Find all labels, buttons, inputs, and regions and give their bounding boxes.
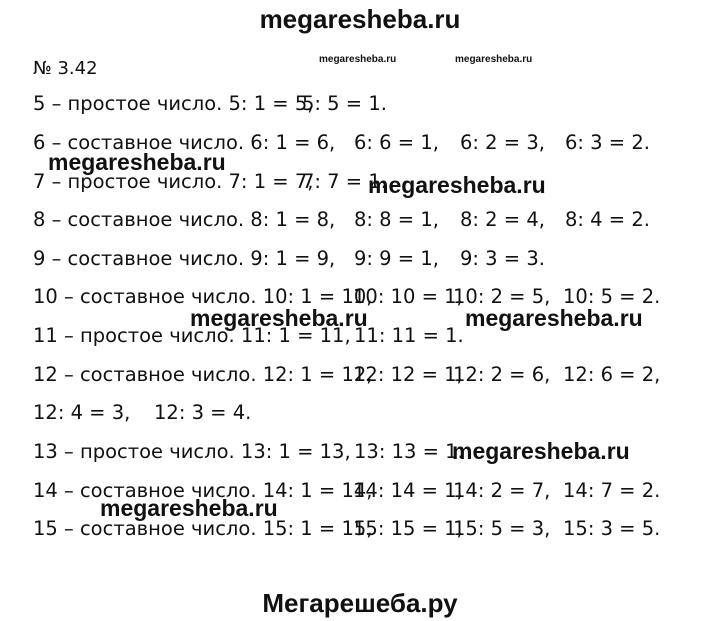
division: 8: 8 = 1, xyxy=(354,208,439,231)
statement: 13 – простое число. 13: 1 = 13, xyxy=(33,440,351,463)
statement: 15 – составное число. 15: 1 = 15, xyxy=(33,517,373,540)
division: 12: 3 = 4. xyxy=(154,401,252,424)
statement: 8 – составное число. 8: 1 = 8, xyxy=(33,208,336,231)
site-footer: Мегарешеба.ру xyxy=(262,588,458,618)
division: 8: 2 = 4, xyxy=(460,208,545,231)
division: 6: 6 = 1, xyxy=(354,131,439,154)
division: 14: 14 = 1, xyxy=(353,479,463,502)
small-watermark: megaresheba.ru xyxy=(455,54,533,65)
division: 6: 3 = 2. xyxy=(565,131,650,154)
division: 9: 9 = 1, xyxy=(354,247,439,270)
statement: 11 – простое число. 11: 1 = 11, xyxy=(33,324,351,347)
division: 6: 2 = 3, xyxy=(460,131,545,154)
division: 7: 7 = 1. xyxy=(302,170,387,193)
statement: 10 – составное число. 10: 1 = 10, xyxy=(33,285,373,308)
watermark: megaresheba.ru xyxy=(452,438,630,464)
division: 10: 5 = 2. xyxy=(563,285,661,308)
division: 10: 10 = 1, xyxy=(353,285,463,308)
division: 5: 5 = 1. xyxy=(302,92,387,115)
statement: 9 – составное число. 9: 1 = 9, xyxy=(33,247,336,270)
division: 12: 12 = 1, xyxy=(353,363,463,386)
division: 11: 11 = 1. xyxy=(354,324,464,347)
site-title: megaresheba.ru xyxy=(259,4,461,34)
watermark: megaresheba.ru xyxy=(100,495,278,521)
division: 12: 6 = 2, xyxy=(563,363,661,386)
statement: 12 – составное число. 12: 1 = 12, xyxy=(33,363,373,386)
small-watermark: megaresheba.ru xyxy=(319,54,397,65)
division: 12: 2 = 6, xyxy=(453,363,551,386)
watermark: megaresheba.ru xyxy=(48,149,226,175)
statement: 6 – составное число. 6: 1 = 6, xyxy=(33,131,336,154)
division: 9: 3 = 3. xyxy=(460,247,545,270)
division: 15: 5 = 3, xyxy=(453,517,551,540)
division: 14: 2 = 7, xyxy=(453,479,551,502)
division: 15: 3 = 5. xyxy=(563,517,661,540)
watermark: megaresheba.ru xyxy=(190,305,368,331)
division: 12: 4 = 3, xyxy=(33,401,131,424)
statement: 5 – простое число. 5: 1 = 5, xyxy=(33,92,314,115)
division: 15: 15 = 1, xyxy=(353,517,463,540)
problem-number: № 3.42 xyxy=(33,58,98,79)
division: 14: 7 = 2. xyxy=(563,479,661,502)
watermark: megaresheba.ru xyxy=(465,305,643,331)
statement: 14 – составное число. 14: 1 = 14, xyxy=(33,479,373,502)
watermark: megaresheba.ru xyxy=(368,172,546,198)
division: 10: 2 = 5, xyxy=(453,285,551,308)
statement: 7 – простое число. 7: 1 = 7, xyxy=(33,170,314,193)
division: 8: 4 = 2. xyxy=(565,208,650,231)
division: 13: 13 = 1. xyxy=(354,440,464,463)
